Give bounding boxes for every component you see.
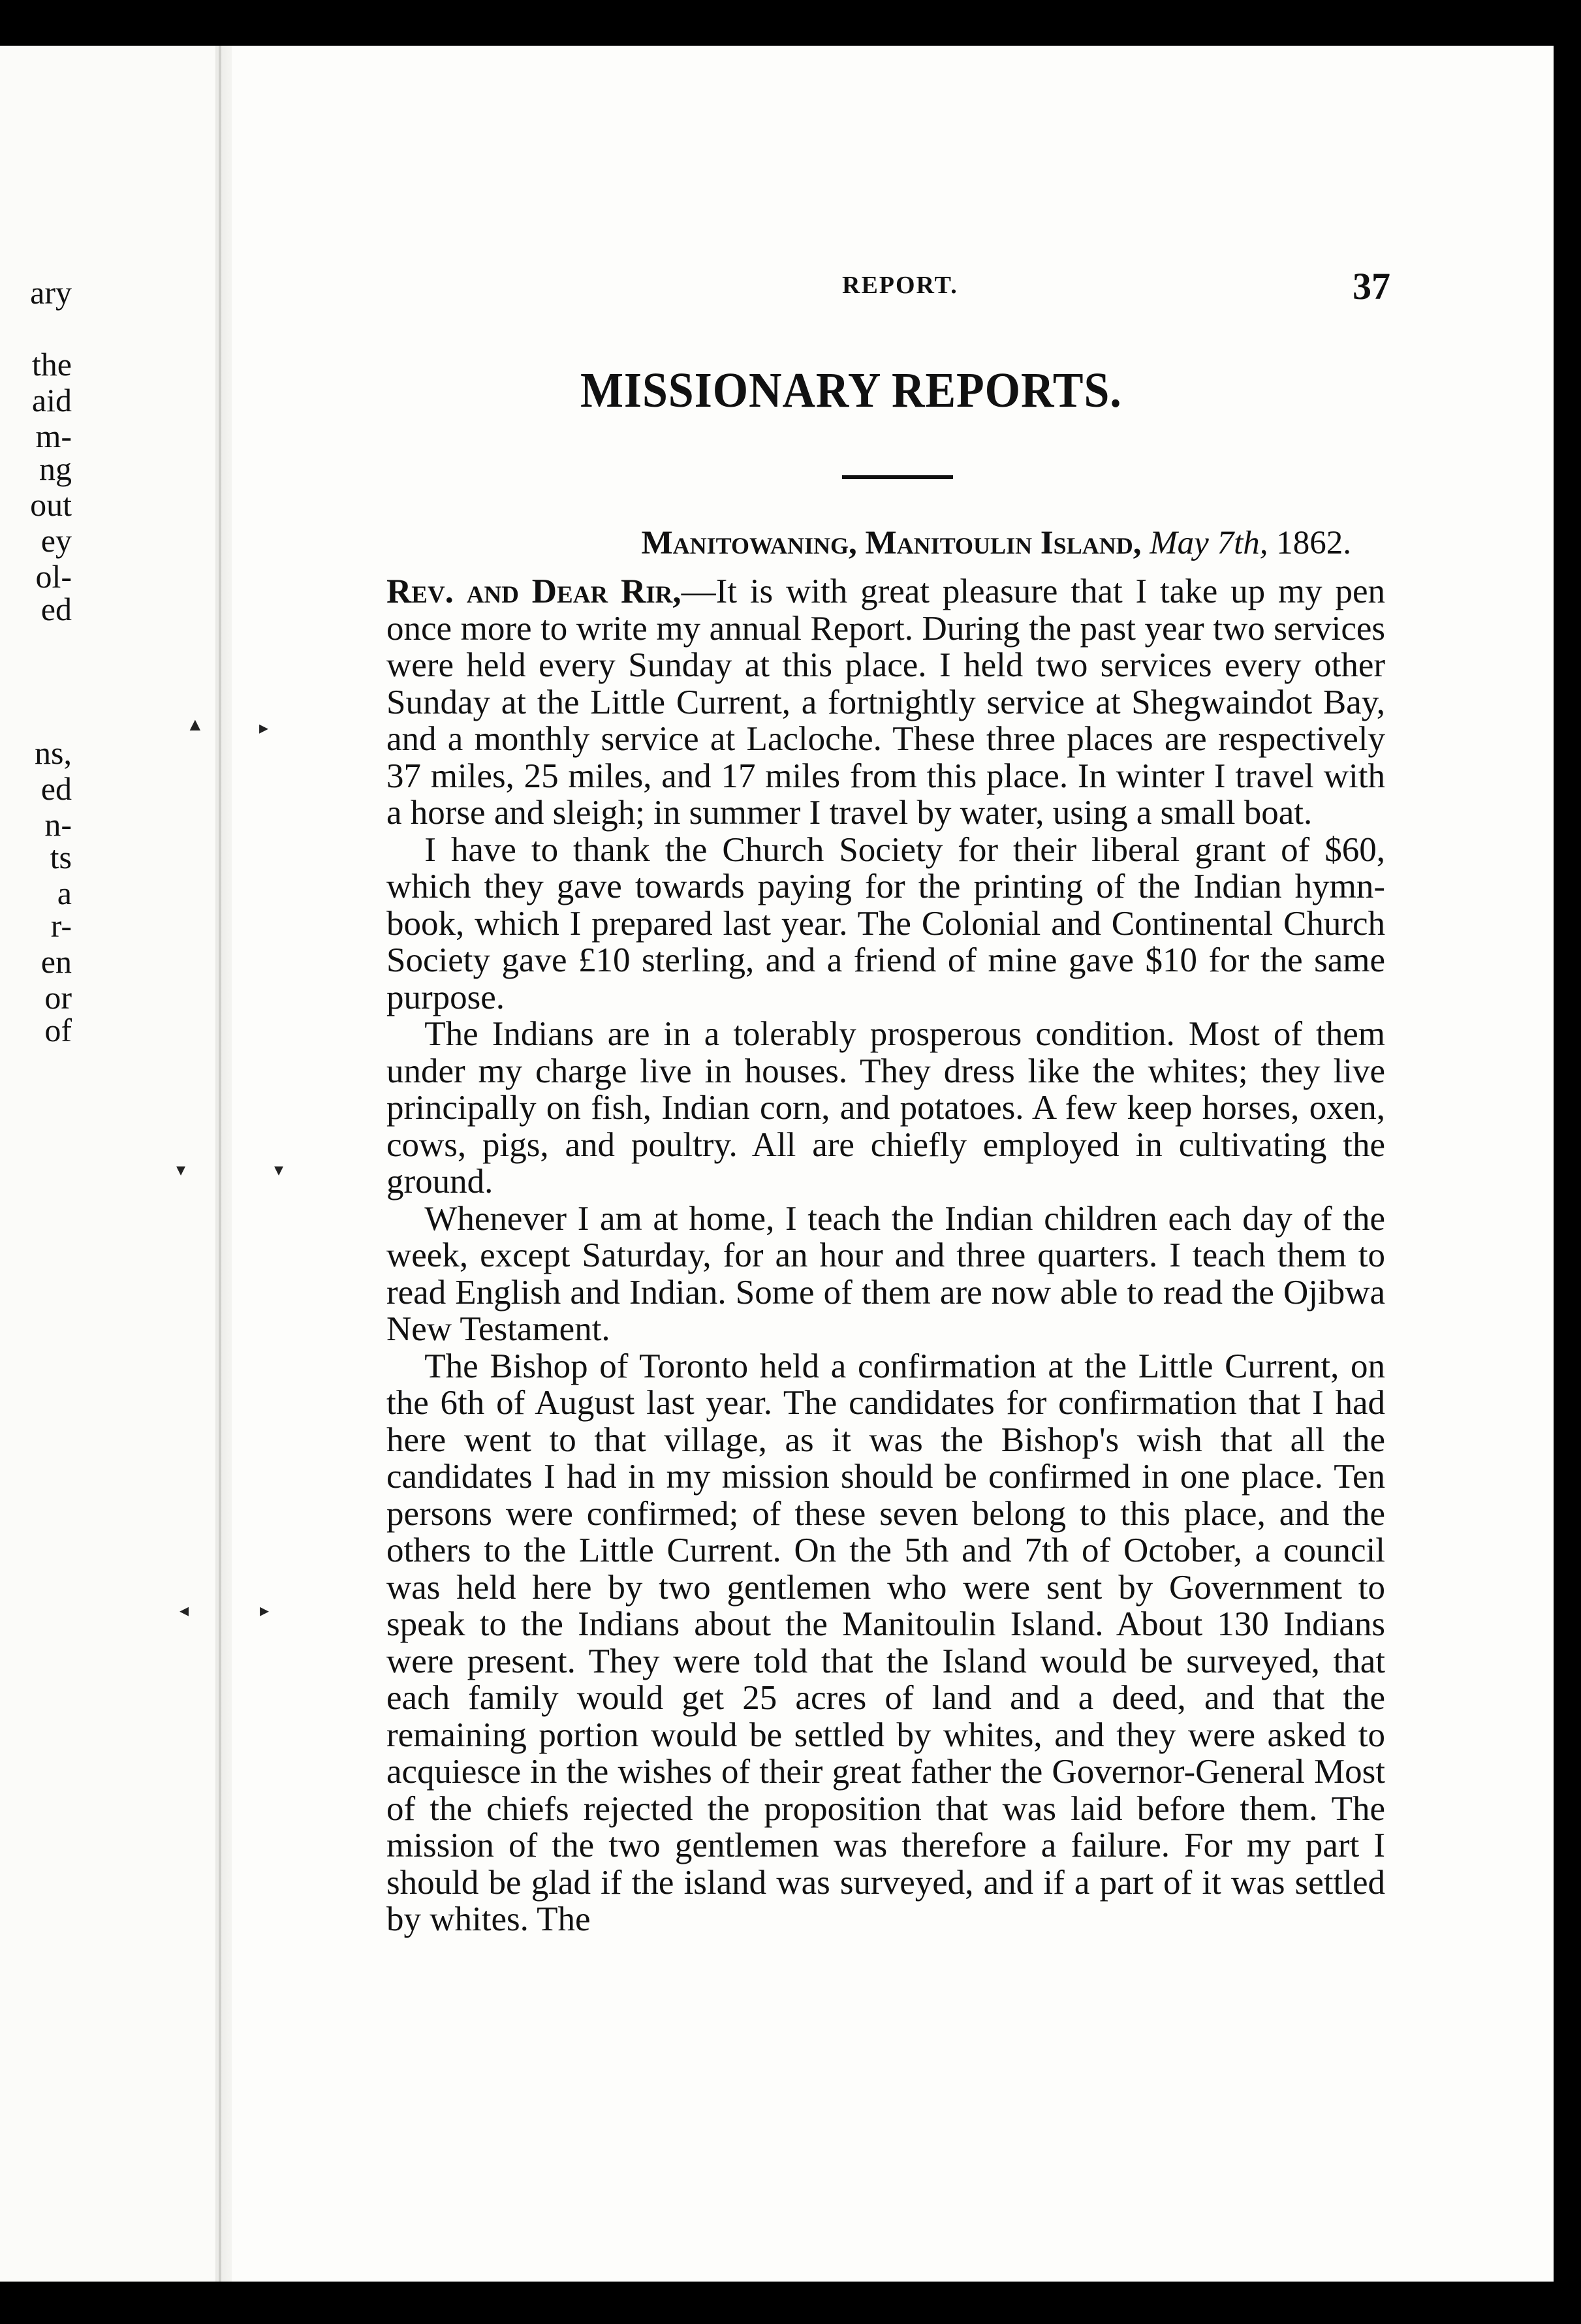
- left-page-fragment: ey: [40, 522, 72, 559]
- left-page-fragment: n-: [44, 806, 72, 843]
- left-page-fragment: ed: [40, 770, 72, 807]
- paragraph-church-society: I have to thank the Church Society for their liberal grant of $60, which they gave towards paying for the printing of the Indian hymn-book, which I prepared last year. The Colonial and Continental Church Society gave £10 sterling, and a friend of mine gave $10 for the same purpose.: [386, 830, 1385, 1016]
- print-speck: ▾: [274, 1160, 284, 1180]
- left-page-fragment: ns,: [35, 734, 72, 771]
- dateline-month-day: May 7th,: [1150, 525, 1268, 561]
- dateline-year: 1862.: [1268, 525, 1351, 561]
- title-divider-rule: [842, 475, 953, 479]
- print-speck: ▸: [259, 718, 269, 738]
- left-page-fragment: a: [57, 875, 72, 911]
- left-page-fragment: ng: [39, 450, 72, 487]
- left-page-fragment: en: [40, 943, 72, 980]
- left-page-fragment: ol-: [35, 558, 72, 595]
- dateline: [388, 524, 1351, 563]
- paragraph-teaching: Whenever I am at home, I teach the Indian children each day of the week, except Saturday, for an hour and three quarters. I teach them to read English and Indian. Some of them are now able to read the Ojibwa New Testament.: [386, 1199, 1385, 1348]
- left-page-fragment: or: [44, 979, 72, 1016]
- left-page-fragment: of: [44, 1012, 72, 1048]
- dateline-place: Manitowaning, Manitoulin Island,: [641, 525, 1142, 561]
- page-number: 37: [1353, 265, 1390, 307]
- left-page-fragment: m-: [35, 418, 72, 454]
- salutation: Rev. and Dear Rir,: [386, 573, 681, 610]
- page-header: [842, 265, 1390, 317]
- left-page-fragment: out: [30, 486, 72, 523]
- opening-text: —It is with great pleasure that I take up my pen once more to write my annual Report. During the past year two services were held every Sunday at this place. I held two services every other Sunday at the Little Current, a fortnightly service at Shegwaindot Bay, and a monthly service at Lacloche. These three places are respectively 37 miles, 25 miles, and 17 miles from this place. In winter I travel with a horse and sleigh; in summer I travel by water, using a small boat.: [386, 573, 1386, 832]
- letter-opening-paragraph: [386, 573, 1385, 832]
- paragraph-confirmation-council: The Bishop of Toronto held a confirmation at the Little Current, on the 6th of August last year. The candidates for confirmation that I had here went to that village, as it was the Bishop's wish that all the candidates I had in my mission should be confirmed in one place. Ten persons were confirmed; of these seven belong to this place, and the others to the Little Current. On the 5th and 7th of October, a council was held here by two gentlemen who were sent by Government to speak to the Indians about the Manitoulin Island. About 130 Indians were present. They were told that the Island would be surveyed, that each family would get 25 acres of land and a deed, and that the remaining portion would be settled by whites, and they were asked to acquiesce in the wishes of their great father the Governor-General Most of the chiefs rejected the proposition that was laid before them. The mission of the two gentlemen was therefore a failure. For my part I should be glad if the island was surveyed, and if a part of it was settled by whites. The: [386, 1347, 1385, 1938]
- print-speck: ▸: [260, 1601, 270, 1621]
- page-fold-line: [219, 46, 221, 2282]
- left-page-fragment: ary: [30, 274, 72, 311]
- page-title: MISSIONARY REPORTS.: [580, 363, 1122, 418]
- left-page-fragment: ts: [50, 839, 72, 875]
- print-speck: ◂: [180, 1601, 189, 1621]
- letter-body: [386, 573, 1385, 1938]
- running-head: REPORT.: [842, 272, 958, 299]
- left-page-fragment: aid: [31, 382, 72, 418]
- print-speck: ▲: [186, 715, 204, 735]
- left-page-fragment: r-: [50, 907, 72, 944]
- dateline-date: [1150, 525, 1351, 561]
- print-speck: ▾: [176, 1160, 186, 1180]
- left-page-fragment: ed: [40, 591, 72, 627]
- paragraph-indians-condition: The Indians are in a tolerably prosperous condition. Most of them under my charge live in houses. They dress like the whites; they live principally on fish, Indian corn, and potatoes. A few keep horses, oxen, cows, pigs, and poultry. All are chiefly employed in cultivating the ground.: [386, 1015, 1385, 1201]
- left-page-fragment: the: [31, 346, 72, 383]
